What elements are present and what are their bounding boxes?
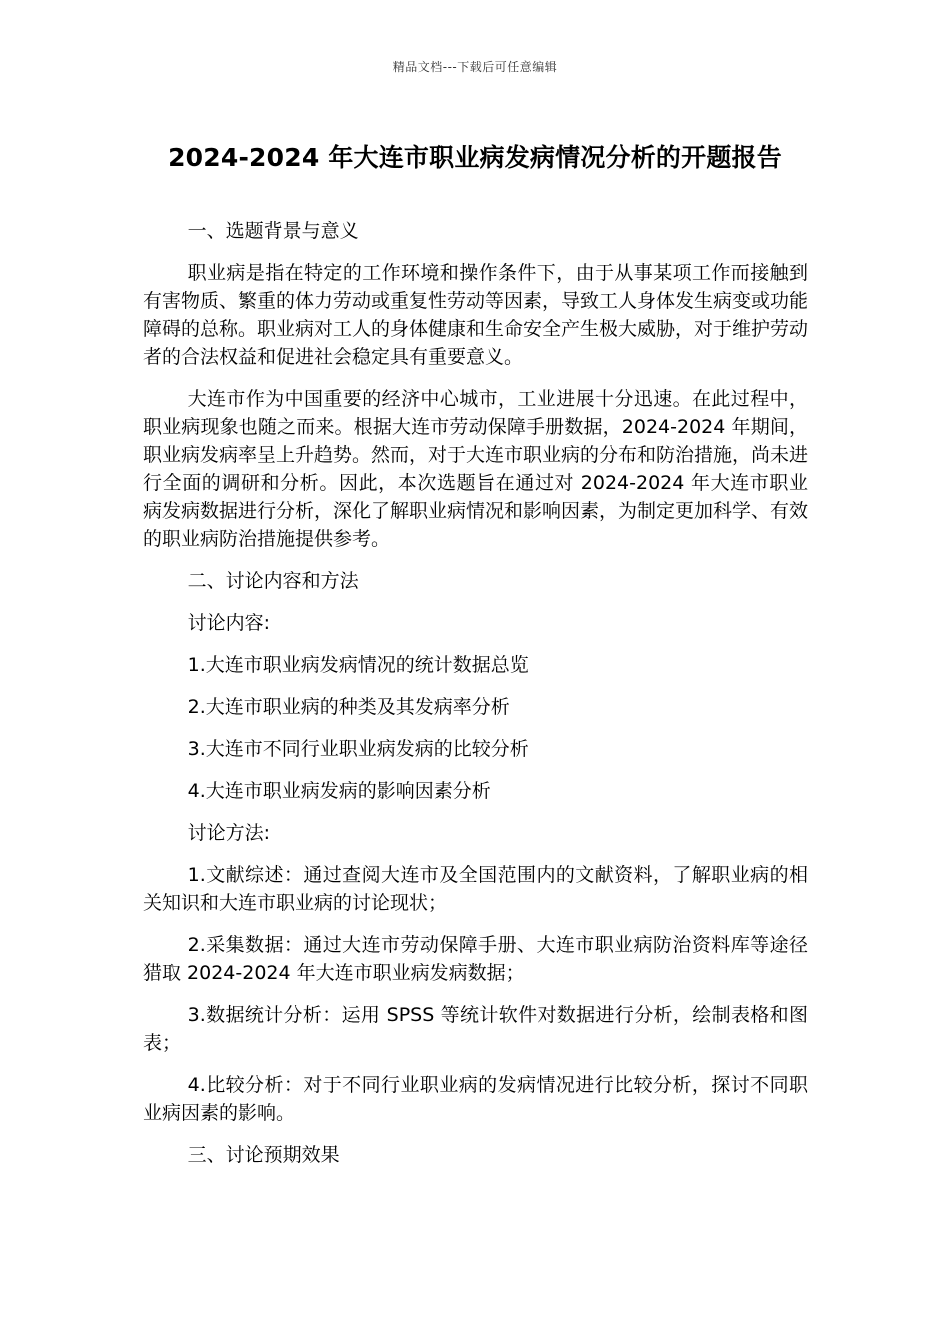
paragraph-definition: 职业病是指在特定的工作环境和操作条件下，由于从事某项工作而接触到有害物质、繁重的体力劳动或重复性劳动等因素，导致工人身体发生病变或功能障碍的总称。职业病对工人的身体健康和生命安全产生极大威胁，对于维护劳动者的合法权益和促进社会稳定具有重要意义。 — [143, 262, 809, 368]
method-label: 讨论方法: — [187, 822, 271, 844]
section-heading-expected-results: 三、讨论预期效果 — [187, 1144, 340, 1166]
document-body — [143, 217, 808, 1183]
header-note: 精品文档---下载后可任意编辑 — [392, 60, 558, 74]
content-item: 2.大连市职业病的种类及其发病率分析 — [187, 696, 510, 718]
content-label: 讨论内容: — [187, 612, 271, 634]
method-item: 3.数据统计分析：运用 SPSS 等统计软件对数据进行分析，绘制表格和图表； — [143, 1004, 808, 1054]
section-heading-background: 一、选题背景与意义 — [187, 220, 359, 242]
content-item: 3.大连市不同行业职业病发病的比较分析 — [187, 738, 529, 760]
document-title: 2024-2024 年大连市职业病发病情况分析的开题报告 — [168, 143, 782, 172]
paragraph-dalian-context: 大连市作为中国重要的经济中心城市，工业进展十分迅速。在此过程中，职业病现象也随之而来。根据大连市劳动保障手册数据，2024-2024 年期间，职业病发病率呈上升趋势。然而，对于大连市职业病的分布和防治措施，尚未进行全面的调研和分析。因此，本次选题旨在通过对 2024-2024 年大连市职业病发病数据进行分析，深化了解职业病情况和影响因素，为制定更加科学、有效的职业病防治措施提供参考。 — [143, 388, 809, 550]
method-item: 4.比较分析：对于不同行业职业病的发病情况进行比较分析，探讨不同职业病因素的影响。 — [143, 1074, 808, 1124]
content-item: 1.大连市职业病发病情况的统计数据总览 — [187, 654, 529, 676]
section-heading-content-method: 二、讨论内容和方法 — [187, 570, 359, 592]
content-item: 4.大连市职业病发病的影响因素分析 — [187, 780, 491, 802]
method-item: 2.采集数据：通过大连市劳动保障手册、大连市职业病防治资料库等途径猎取 2024-2024 年大连市职业病发病数据； — [143, 934, 808, 984]
method-item: 1.文献综述：通过查阅大连市及全国范围内的文献资料，了解职业病的相关知识和大连市职业病的讨论现状； — [143, 864, 808, 914]
